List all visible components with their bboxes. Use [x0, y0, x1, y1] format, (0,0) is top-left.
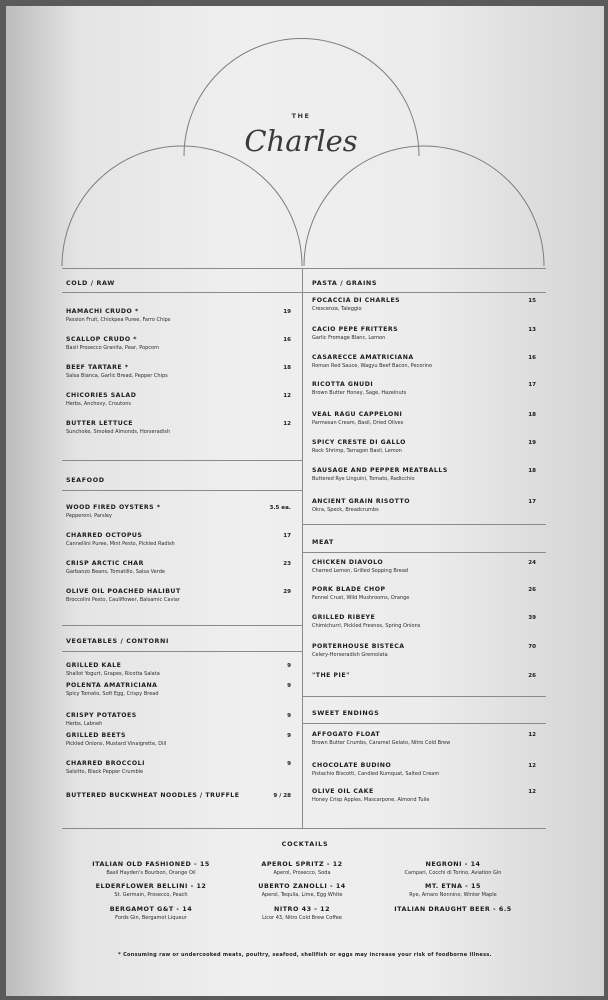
item-description: Celery-Horseradish Gremolata: [312, 652, 388, 658]
menu-item: [66, 392, 136, 407]
item-name: SAUSAGE AND PEPPER MEATBALLS: [312, 467, 448, 474]
section-end-rule: [303, 524, 546, 525]
section-rule: [303, 552, 546, 553]
item-description: Sunchoke, Smoked Almonds, Horseradish: [66, 429, 170, 435]
item-price: 15: [528, 298, 536, 304]
menu-item: [66, 760, 145, 775]
item-price: 24: [528, 560, 536, 566]
cocktail-item: [363, 860, 543, 876]
section-rule: [62, 292, 302, 293]
menu-item: [66, 682, 159, 697]
item-description: Roman Red Sauce, Wagyu Beef Bacon, Pecorino: [312, 363, 433, 369]
section-title-2: VEGETABLES / CONTORNI: [66, 637, 169, 645]
menu-item: [312, 788, 429, 803]
item-description: Rock Shrimp, Tarragon Basil, Lemon: [312, 448, 402, 454]
allergy-disclaimer: * Consuming raw or undercooked meats, poultry, seafood, shellfish or eggs may increase your risk of foodborne illness.: [118, 952, 492, 958]
cocktail-description: Licor 43, Nitro Cold Brew Coffee: [262, 915, 342, 921]
item-price: 17: [528, 382, 536, 388]
item-price: 12: [528, 732, 536, 738]
section-rule: [62, 490, 302, 491]
cocktail-description: St. Germain, Prosecco, Peach: [114, 892, 188, 898]
item-description: Parmesan Cream, Basil, Dried Olives: [312, 420, 404, 426]
item-price: 13: [528, 327, 536, 333]
section-title-0: COLD / RAW: [66, 279, 115, 287]
menu-body: [6, 6, 604, 996]
item-description: Pickled Onions, Mustard Vinaigrette, Dill: [66, 741, 167, 747]
menu-item: [312, 411, 403, 426]
menu-item: [312, 586, 409, 601]
section-title-1: MEAT: [312, 538, 334, 546]
item-price: 39: [528, 615, 536, 621]
item-name: PORK BLADE CHOP: [312, 586, 386, 593]
menu-item: [312, 326, 398, 341]
item-description: Broccolini Pesto, Cauliflower, Balsamic Caviar: [66, 597, 180, 603]
cocktail-item: [363, 882, 543, 898]
cocktail-name: BERGAMOT G&T - 14: [109, 905, 193, 913]
cocktail-description: Fords Gin, Bergamot Liqueur: [115, 915, 187, 921]
item-description: Passion Fruit, Chickpea Puree, Farro Chips: [66, 317, 171, 323]
menu-item: [66, 560, 165, 575]
section-title-2: SWEET ENDINGS: [312, 709, 380, 717]
item-description: Crescenza, Taleggio: [312, 306, 362, 312]
item-price: 9: [287, 761, 291, 767]
item-name: GRILLED RIBEYE: [312, 614, 376, 621]
item-description: Honey Crisp Apples, Mascarpone, Almond Tuile: [312, 797, 430, 803]
cocktail-description: Aperol, Prosecco, Soda: [273, 870, 331, 876]
menu-item: [312, 467, 448, 482]
item-name: ANCIENT GRAIN RISOTTO: [312, 498, 410, 505]
cocktail-name: ITALIAN DRAUGHT BEER - 6.5: [394, 905, 512, 913]
item-name: "THE PIE": [312, 672, 350, 679]
menu-item: [312, 439, 406, 454]
item-price: 26: [528, 587, 536, 593]
menu-item: [66, 364, 168, 379]
cocktail-description: Campari, Cocchi di Torino, Aviation Gin: [404, 870, 502, 876]
item-price: 9: [287, 713, 291, 719]
menu-item: [66, 336, 159, 351]
item-price: 16: [283, 337, 291, 343]
item-name: GRILLED KALE: [66, 662, 122, 669]
item-name: OLIVE OIL POACHED HALIBUT: [66, 588, 181, 595]
top-rule: [62, 268, 546, 269]
item-name: SCALLOP CRUDO *: [66, 336, 138, 343]
menu-item: [66, 420, 170, 435]
item-name: PORTERHOUSE BISTECA: [312, 643, 405, 650]
item-name: CACIO PEPE FRITTERS: [312, 326, 399, 333]
item-name: BUTTERED BUCKWHEAT NOODLES / TRUFFLE: [66, 792, 240, 799]
section-rule: [62, 651, 302, 652]
item-description: Pistachio Biscotti, Candied Kumquat, Salted Cream: [312, 771, 440, 777]
section-title-0: PASTA / GRAINS: [312, 279, 378, 287]
section-rule: [303, 292, 546, 293]
cocktails-title: COCKTAILS: [281, 840, 329, 848]
section-end-rule: [62, 460, 302, 461]
section-end-rule: [303, 696, 546, 697]
section-title-1: SEAFOOD: [66, 476, 105, 484]
item-name: CHARRED OCTOPUS: [66, 532, 143, 539]
menu-item: [66, 308, 170, 323]
item-description: Herbs, Anchovy, Croutons: [66, 401, 131, 407]
cocktail-name: NITRO 43 - 12: [273, 905, 331, 913]
item-name: VEAL RAGU CAPPELONI: [312, 411, 403, 418]
item-description: Chimichurri, Pickled Fresnos, Spring Onions: [312, 623, 421, 629]
item-name: OLIVE OIL CAKE: [312, 788, 374, 795]
menu-item: [66, 532, 175, 547]
item-description: Shallot Yogurt, Grapes, Ricotta Salata: [66, 671, 160, 677]
item-name: HAMACHI CRUDO *: [66, 308, 139, 315]
item-price: 9: [287, 683, 291, 689]
item-name: CHOCOLATE BUDINO: [312, 762, 392, 769]
item-description: Spicy Tomato, Soft Egg, Crispy Bread: [66, 691, 159, 697]
item-price: 16: [528, 355, 536, 361]
item-price: 9: [287, 733, 291, 739]
item-name: BEEF TARTARE *: [66, 364, 129, 371]
cocktail-name: NEGRONI - 14: [425, 860, 481, 868]
item-name: FOCACCIA DI CHARLES: [312, 297, 401, 304]
cocktail-name: APEROL SPRITZ - 12: [261, 860, 343, 868]
item-name: CASARECCE AMATRICIANA: [312, 354, 414, 361]
item-description: Brown Butter Honey, Sage, Hazelnuts: [312, 390, 407, 396]
item-price: 9: [287, 663, 291, 669]
menu-item: [312, 498, 410, 513]
item-description: Brown Butter Crumbs, Caramel Gelato, Nitro Cold Brew: [312, 740, 451, 746]
menu-item: [312, 762, 439, 777]
menu-item: [312, 614, 420, 629]
item-name: RICOTTA GNUDI: [312, 381, 374, 388]
item-price: 3.5 ea.: [269, 505, 291, 511]
logo-wordmark: Charles: [244, 124, 358, 158]
item-description: Pepperoni, Parsley: [66, 513, 113, 519]
item-price: 23: [283, 561, 291, 567]
item-name: BUTTER LETTUCE: [66, 420, 134, 427]
column-divider: [302, 268, 303, 828]
item-name: CHICKEN DIAVOLO: [312, 559, 384, 566]
cocktail-name: ITALIAN OLD FASHIONED - 15: [92, 860, 210, 868]
cocktail-description: Basil Hayden's Bourbon, Orange Oil: [106, 870, 196, 876]
cocktail-name: MT. ETNA - 15: [425, 882, 481, 890]
item-description: Buttered Rye Linguini, Tomato, Radicchio: [312, 476, 415, 482]
item-description: Garlic Fromage Blanc, Lemon: [312, 335, 386, 341]
item-price: 17: [528, 499, 536, 505]
menu-item: [312, 672, 350, 679]
menu-page: [6, 6, 604, 996]
item-price: 26: [528, 673, 536, 679]
menu-item: [312, 354, 432, 369]
item-description: Herbs, Labneh: [66, 721, 103, 727]
item-price: 18: [528, 412, 536, 418]
item-name: WOOD FIRED OYSTERS *: [66, 504, 161, 511]
section-rule: [303, 723, 546, 724]
item-price: 12: [528, 763, 536, 769]
cocktail-item: [363, 905, 543, 913]
cocktail-description: Rye, Amaro Nonnino, Winter Maple: [409, 892, 497, 898]
bottom-rule: [62, 828, 546, 829]
menu-item: [66, 792, 239, 799]
item-price: 12: [283, 421, 291, 427]
menu-item: [312, 643, 405, 658]
item-name: GRILLED BEETS: [66, 732, 126, 739]
item-price: 18: [528, 468, 536, 474]
item-price: 17: [283, 533, 291, 539]
item-name: CHARRED BROCCOLI: [66, 760, 145, 767]
cocktail-description: Aperol, Tequila, Lime, Egg White: [261, 892, 343, 898]
item-name: CRISPY POTATOES: [66, 712, 137, 719]
item-price: 19: [528, 440, 536, 446]
item-name: CHICORIES SALAD: [66, 392, 137, 399]
item-description: Garbanzo Beans, Tomatillo, Salsa Verde: [66, 569, 165, 575]
item-price: 9 / 28: [273, 793, 291, 799]
item-description: Fennel Crust, Wild Mushrooms, Orange: [312, 595, 410, 601]
menu-item: [312, 559, 408, 574]
logo-the: THE: [291, 112, 311, 120]
item-name: CRISP ARCTIC CHAR: [66, 560, 144, 567]
item-price: 18: [283, 365, 291, 371]
item-description: Salsa Bianca, Garlic Bread, Pepper Chips: [66, 373, 168, 379]
item-price: 12: [528, 789, 536, 795]
menu-item: [66, 712, 137, 727]
item-description: Salsitto, Black Pepper Crumble: [66, 769, 144, 775]
item-price: 70: [528, 644, 536, 650]
menu-item: [312, 297, 400, 312]
item-name: SPICY CRESTE DI GALLO: [312, 439, 406, 446]
item-description: Charred Lemon, Grilled Sopping Bread: [312, 568, 409, 574]
item-name: AFFOGATO FLOAT: [312, 731, 381, 738]
cocktail-name: UBERTO ZANOLLI - 14: [258, 882, 346, 890]
cocktail-name: ELDERFLOWER BELLINI - 12: [95, 882, 207, 890]
item-description: Okra, Speck, Breadcrumbs: [312, 507, 379, 513]
section-end-rule: [62, 625, 302, 626]
item-name: POLENTA AMATRICIANA: [66, 682, 158, 689]
item-description: Cannellini Puree, Mint Pesto, Pickled Radish: [66, 541, 175, 547]
menu-item: [66, 732, 166, 747]
menu-item: [312, 731, 450, 746]
item-price: 19: [283, 309, 291, 315]
menu-item: [66, 504, 160, 519]
menu-item: [312, 381, 406, 396]
menu-item: [66, 588, 181, 603]
item-price: 12: [283, 393, 291, 399]
item-description: Basil Prosecco Granita, Pear, Popcorn: [66, 345, 160, 351]
menu-item: [66, 662, 160, 677]
item-price: 29: [283, 589, 291, 595]
